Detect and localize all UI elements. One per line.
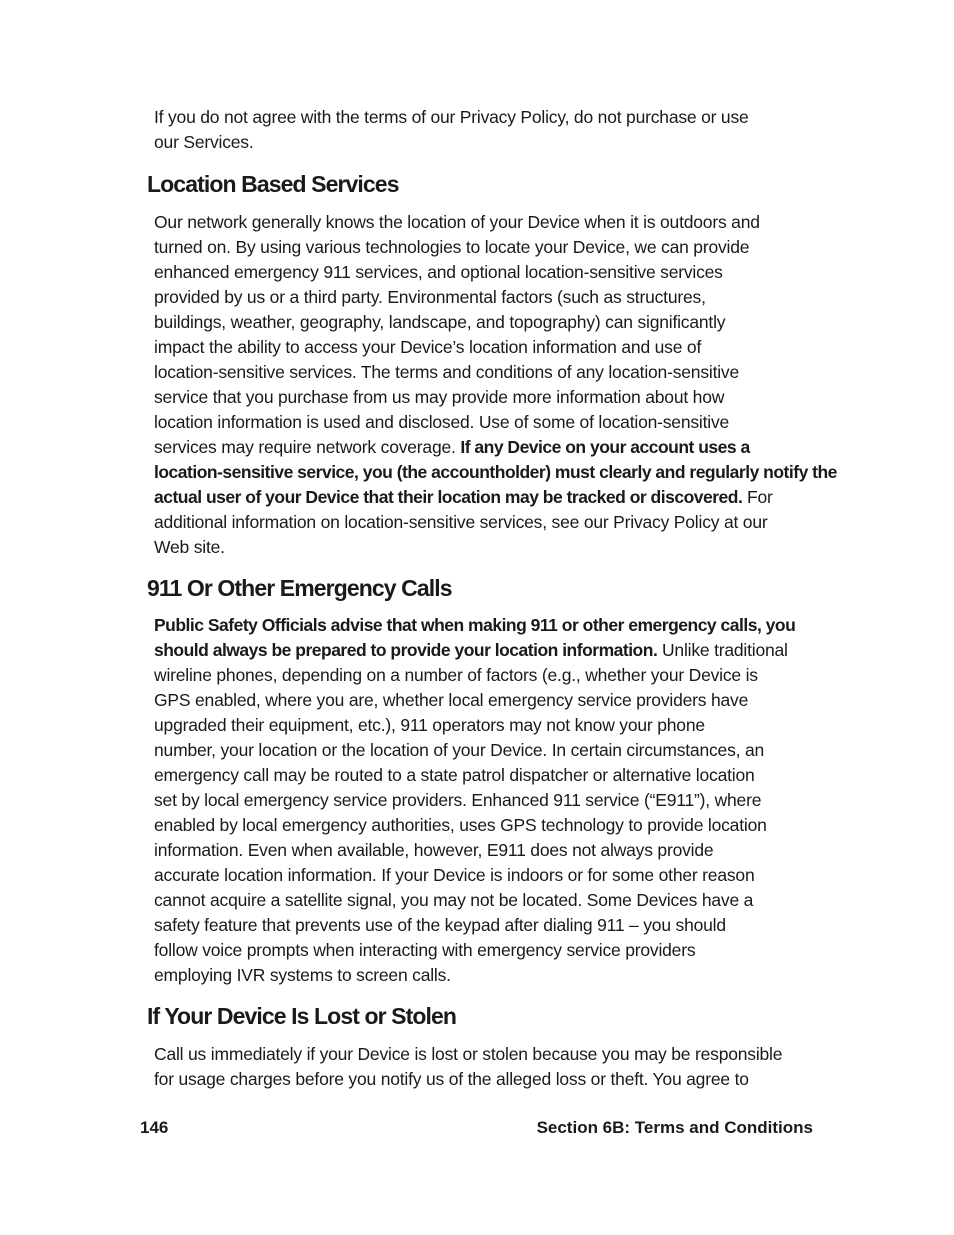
text-line: enhanced emergency 911 services, and optional location-sensitive services — [154, 262, 723, 282]
text-line: buildings, weather, geography, landscape, and topography) can significantly — [154, 312, 726, 332]
text-line: our Services. — [154, 132, 254, 152]
text-line: If you do not agree with the terms of our Privacy Policy, do not purchase or use — [154, 107, 749, 127]
text-line: wireline phones, depending on a number of factors (e.g., whether your Device is — [154, 665, 758, 685]
section-title-footer: Section 6B: Terms and Conditions — [536, 1118, 813, 1137]
page-number: 146 — [140, 1118, 169, 1137]
text-line — [154, 435, 816, 460]
text-line: upgraded their equipment, etc.), 911 operators may not know your phone — [154, 715, 705, 735]
bold-text: should always be prepared to provide your location information. — [154, 640, 658, 660]
text-line: impact the ability to access your Device’s location information and use of — [154, 337, 702, 357]
text-line — [154, 613, 816, 638]
bold-text: actual user of your Device that their location may be tracked or discovered. — [154, 487, 743, 507]
text-line: employing IVR systems to screen calls. — [154, 965, 451, 985]
text-line — [154, 638, 816, 663]
text-line: service that you purchase from us may provide more information about how — [154, 387, 725, 407]
text-line: enabled by local emergency authorities, uses GPS technology to provide location — [154, 815, 767, 835]
location-paragraph — [154, 210, 837, 560]
text-line: turned on. By using various technologies to locate your Device, we can provide — [154, 237, 750, 257]
text-line — [154, 485, 816, 510]
text-line: Web site. — [154, 537, 225, 557]
bold-text: location-sensitive service, you (the accountholder) must clearly and regularly notify the — [154, 462, 837, 482]
emergency-paragraph — [154, 613, 816, 988]
bold-text: If any Device on your account uses a — [460, 437, 750, 457]
lost-paragraph — [154, 1042, 816, 1092]
text-line: location-sensitive services. The terms and conditions of any location-sensitive — [154, 362, 740, 382]
normal-text: Unlike traditional — [657, 640, 788, 660]
text-line: emergency call may be routed to a state patrol dispatcher or alternative location — [154, 765, 755, 785]
section-heading-lost: If Your Device Is Lost or Stolen — [147, 1003, 457, 1029]
section-heading-emergency: 911 Or Other Emergency Calls — [147, 575, 452, 601]
text-line: safety feature that prevents use of the keypad after dialing 911 – you should — [154, 915, 726, 935]
text-line: GPS enabled, where you are, whether local emergency service providers have — [154, 690, 749, 710]
text-line: Our network generally knows the location of your Device when it is outdoors and — [154, 212, 760, 232]
text-line: Call us immediately if your Device is lost or stolen because you may be responsible — [154, 1044, 783, 1064]
text-line — [154, 460, 837, 485]
bold-text: Public Safety Officials advise that when making 911 or other emergency calls, you — [154, 615, 796, 635]
section-heading-location: Location Based Services — [147, 171, 399, 197]
text-line: additional information on location-sensitive services, see our Privacy Policy at our — [154, 512, 768, 532]
text-line: accurate location information. If your Device is indoors or for some other reason — [154, 865, 755, 885]
text-line: set by local emergency service providers. Enhanced 911 service (“E911”), where — [154, 790, 762, 810]
text-line: provided by us or a third party. Environmental factors (such as structures, — [154, 287, 706, 307]
normal-text: For — [742, 487, 773, 507]
text-line: location information is used and disclosed. Use of some of location-sensitive — [154, 412, 730, 432]
text-line: number, your location or the location of your Device. In certain circumstances, an — [154, 740, 765, 760]
text-line: follow voice prompts when interacting with emergency service providers — [154, 940, 696, 960]
text-line: information. Even when available, however, E911 does not always provide — [154, 840, 714, 860]
text-line: for usage charges before you notify us of the alleged loss or theft. You agree to — [154, 1069, 749, 1089]
text-line: cannot acquire a satellite signal, you may not be located. Some Devices have a — [154, 890, 754, 910]
normal-text: services may require network coverage. — [154, 437, 461, 457]
intro-paragraph — [154, 105, 816, 155]
